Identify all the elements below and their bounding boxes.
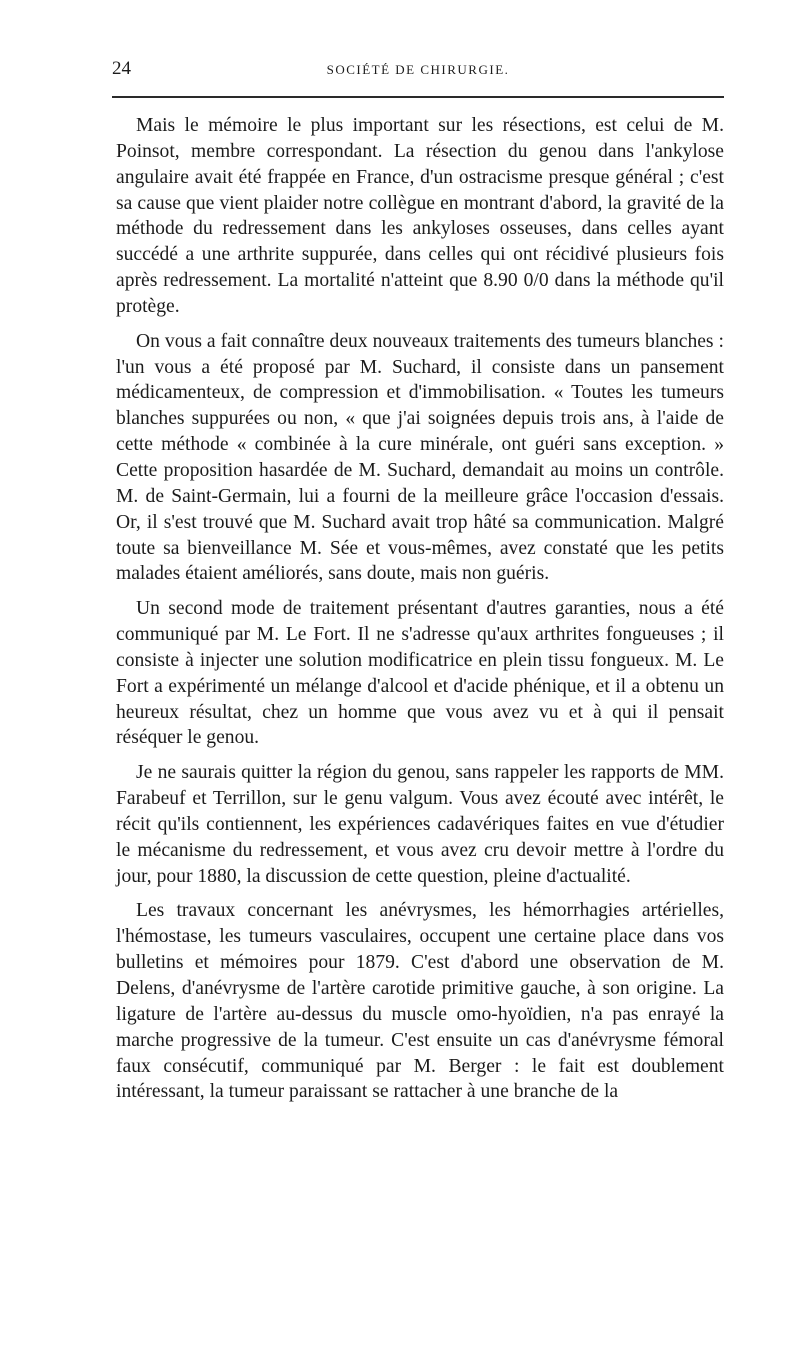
paragraph-second-traitement: Un second mode de traitement présentant d'autres garanties, nous a été communiqué par M. Le Fort. Il ne s'adresse qu'aux arthrites fongueuses ; il consiste à injecter une solution modificatrice en plein tissu fongueux. M. Le Fort a expérimenté un mélange d'alcool et d'acide phénique, et il a obtenu un heureux résultat, chez un homme que vous avez vu et à qui il pensait réséquer le genou. xyxy=(116,598,724,749)
running-title: SOCIÉTÉ DE CHIRURGIE. xyxy=(326,62,510,77)
paragraph-resections: Mais le mémoire le plus important sur les résections, est celui de M. Poinsot, membre correspondant. La résection du genou dans l'ankylose angulaire avait été frappée en France, d'un ostracisme presque général ; c'est sa cause que vient plaider notre collègue en montrant d'abord, la gravité de la méthode du redressement dans les ankyloses osseuses, dans celles ayant succédé a une arthrite suppurée, dans celles qui ont récidivé plusieurs fois après redressement. La mortalité n'atteint que 8.90 0/0 dans la méthode qu'il protège. xyxy=(116,115,724,317)
header-rule xyxy=(112,96,724,98)
page-header xyxy=(112,58,724,86)
body-text xyxy=(116,113,724,1105)
paragraph-genu-valgum: Je ne saurais quitter la région du genou, sans rappeler les rapports de MM. Farabeuf et Terrillon, sur le genu valgum. Vous avez écouté avec intérêt, le récit qu'ils contiennent, les expériences cadavériques faites en vue d'étudier le mécanisme du redressement, et vous avez cru devoir mettre à l'ordre du jour, pour 1880, la discussion de cette question, pleine d'actualité. xyxy=(116,762,724,887)
paragraph-anevrysmes: Les travaux concernant les anévrysmes, les hémorrhagies artérielles, l'hémostase, les tumeurs vasculaires, occupent une certaine place dans vos bulletins et mémoires pour 1879. C'est d'abord une observation de M. Delens, d'anévrysme de l'artère carotide primitive gauche, à son origine. La ligature de l'artère au-dessus du muscle omo-hyoïdien, n'a pas enrayé la marche progressive de la tumeur. C'est ensuite un cas d'anévrysme fémoral faux consécutif, communiqué par M. Berger : le fait est doublement intéressant, la tumeur paraissant se rattacher à une branche de la xyxy=(116,900,724,1103)
page-number: 24 xyxy=(112,58,131,79)
paragraph-tumeurs-blanches: On vous a fait connaître deux nouveaux traitements des tumeurs blanches : l'un vous a été proposé par M. Suchard, il consiste dans un pansement médicamenteux, de compression et d'immobilisation. « Toutes les tumeurs blanches suppurées ou non, « que j'ai soignées depuis trois ans, à l'aide de cette méthode « combinée à la cure minérale, ont guéri sans exception. » Cette proposition hasardée de M. Suchard, demandait au moins un contrôle. M. de Saint-Germain, lui a fourni de la meilleure grâce l'occasion d'essais. Or, il s'est trouvé que M. Suchard avait trop hâté sa communication. Malgré toute sa bienveillance M. Sée et vous-mêmes, avez constaté que les petits malades étaient améliorés, sans doute, mais non guéris. xyxy=(116,330,724,585)
